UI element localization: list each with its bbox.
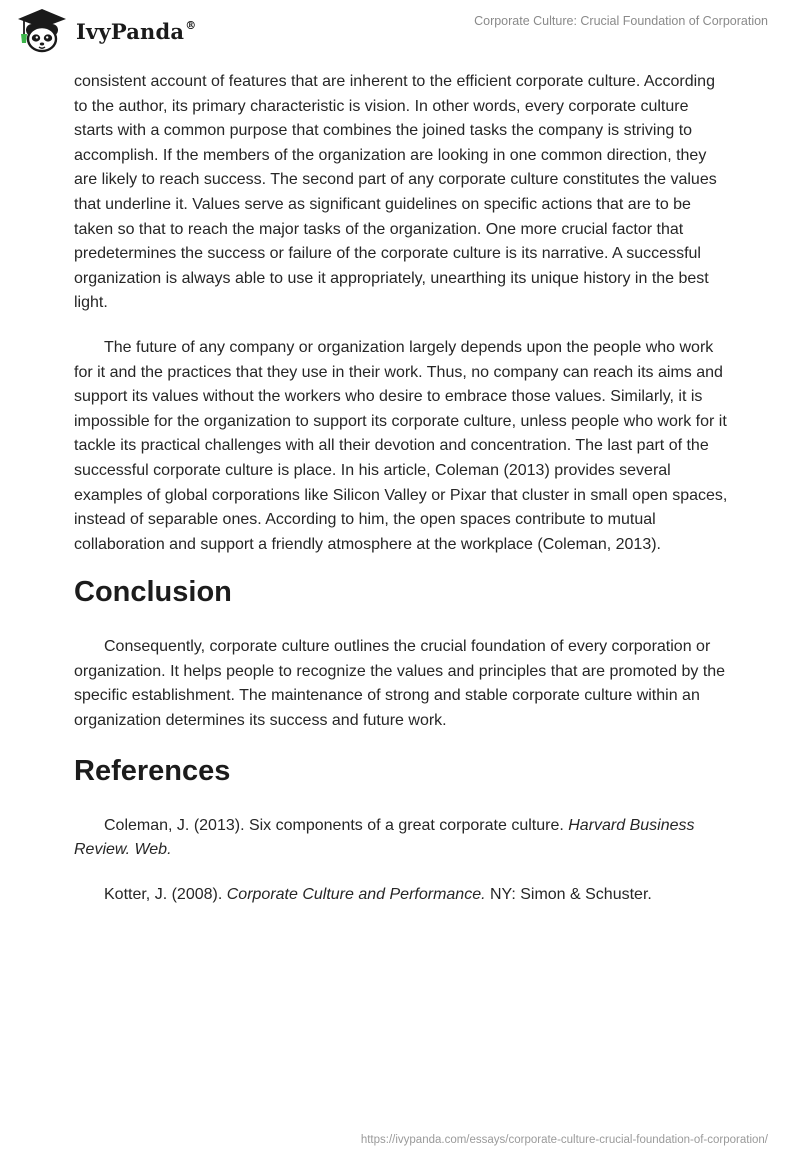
brand-name xyxy=(76,19,196,44)
essay-content xyxy=(74,70,730,927)
conclusion-heading: Conclusion xyxy=(74,576,232,609)
brand-text: IvyPanda xyxy=(76,18,185,44)
references-heading: References xyxy=(74,754,231,787)
page-header xyxy=(0,0,800,60)
reference-entry xyxy=(74,814,730,863)
body-paragraph-1: consistent account of features that are inherent to the efficient corporate culture. According to the author, its primary characteristic is vision. In other words, every corporate culture starts with a common purpose that combines the joined tasks the company is striving to accomplish. If the members of the organization are looking in one common direction, they are likely to reach success. The second part of any corporate culture constitutes the values that underline it. Values serve as significant guidelines on specific actions that are to be taken so that to reach the major tasks of the organization. One more crucial factor that predetermines the success or failure of the corporate culture is its narrative. A successful organization is always able to use it appropriately, unearthing its unique history in the best light. xyxy=(74,73,717,312)
reference-lead: Kotter, J. (2008). xyxy=(104,885,227,903)
running-title: Corporate Culture: Crucial Foundation of Corporation xyxy=(474,14,768,28)
reference-lead: Coleman, J. (2013). Six components of a great corporate culture. xyxy=(104,816,569,834)
body-paragraph-2: The future of any company or organization largely depends upon the people who work for it and the practices that they use in their work. Thus, no company can reach its aims and support its values without the workers who desire to embrace those values. Similarly, it is impossible for the organization to support its corporate culture, unless people who work for it tackle its practical challenges with all their devotion and concentration. The last part of the successful corporate culture is place. In his article, Coleman (2013) provides several examples of global corporations like Silicon Valley or Pixar that cluster in small open spaces, instead of separable ones. According to him, the open spaces contribute to mutual collaboration and support a friendly atmosphere at the workplace (Coleman, 2013). xyxy=(74,338,728,553)
reference-tail: NY: Simon & Schuster. xyxy=(485,885,652,903)
conclusion-paragraph: Consequently, corporate culture outlines the crucial foundation of every corporation or organization. It helps people to recognize the values and principles that are promoted by the specific establishment. The maintenance of strong and stable corporate culture within an organization determines its success and future work. xyxy=(74,638,726,730)
reference-entry xyxy=(74,883,730,908)
source-url-link[interactable]: https://ivypanda.com/essays/corporate-culture-crucial-foundation-of-corporation/ xyxy=(360,1134,768,1146)
ivypanda-logo[interactable] xyxy=(14,7,214,55)
reference-source: Corporate Culture and Performance. xyxy=(226,885,486,903)
panda-graduate-icon xyxy=(14,7,70,55)
reference-source: Harvard Business Review. Web. xyxy=(74,816,695,859)
registered-mark: ® xyxy=(185,18,197,32)
